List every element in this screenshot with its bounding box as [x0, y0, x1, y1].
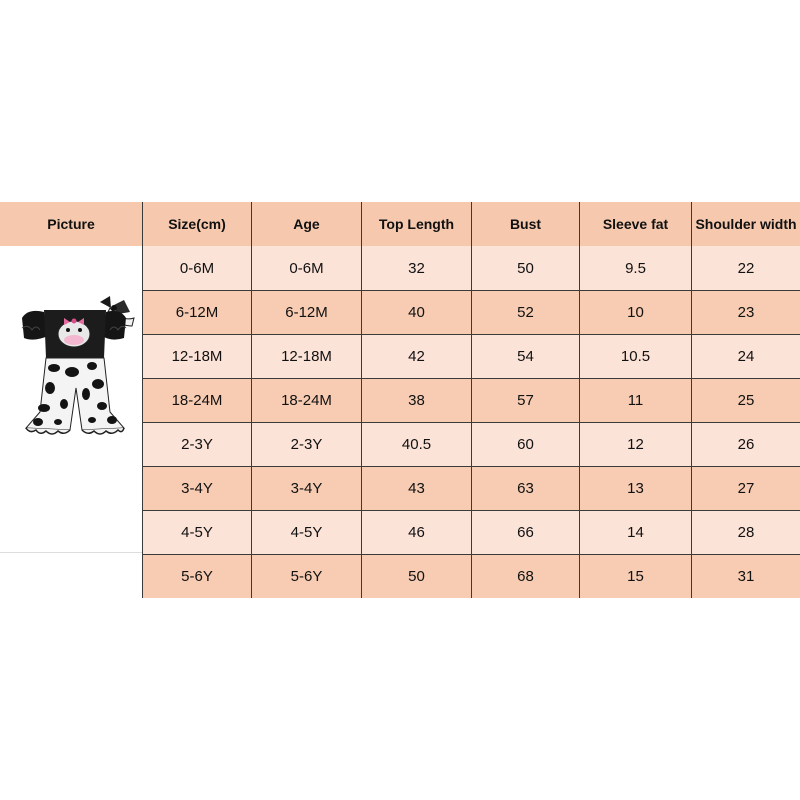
cell-size: 12-18M [143, 334, 252, 378]
cell-size: 18-24M [143, 378, 252, 422]
cell-age: 5-6Y [252, 554, 362, 598]
cell-sleeve-fat: 11 [580, 378, 692, 422]
cell-top-length: 40.5 [362, 422, 472, 466]
cell-shoulder-width: 28 [692, 510, 800, 554]
table-header-row [0, 202, 800, 246]
cell-bust: 68 [472, 554, 580, 598]
cell-top-length: 50 [362, 554, 472, 598]
cell-size: 4-5Y [143, 510, 252, 554]
cell-size: 2-3Y [143, 422, 252, 466]
row-divider [143, 466, 800, 467]
column-header-age: Age [252, 202, 362, 246]
cell-age: 6-12M [252, 290, 362, 334]
cell-shoulder-width: 23 [692, 290, 800, 334]
cell-bust: 52 [472, 290, 580, 334]
cell-bust: 54 [472, 334, 580, 378]
cell-bust: 50 [472, 246, 580, 290]
column-header-sleeve-fat: Sleeve fat [580, 202, 692, 246]
cell-sleeve-fat: 14 [580, 510, 692, 554]
cell-bust: 60 [472, 422, 580, 466]
column-header-bust: Bust [472, 202, 580, 246]
cell-top-length: 32 [362, 246, 472, 290]
column-header-size: Size(cm) [143, 202, 252, 246]
cell-shoulder-width: 22 [692, 246, 800, 290]
picture-cell [0, 246, 143, 598]
column-header-top-length: Top Length [362, 202, 472, 246]
cell-top-length: 43 [362, 466, 472, 510]
size-chart-table [0, 202, 800, 598]
cell-top-length: 40 [362, 290, 472, 334]
row-divider [143, 290, 800, 291]
cell-top-length: 38 [362, 378, 472, 422]
cell-shoulder-width: 25 [692, 378, 800, 422]
cell-shoulder-width: 27 [692, 466, 800, 510]
cell-sleeve-fat: 10.5 [580, 334, 692, 378]
column-header-picture: Picture [0, 202, 143, 246]
cell-bust: 57 [472, 378, 580, 422]
cell-shoulder-width: 24 [692, 334, 800, 378]
row-divider [143, 510, 800, 511]
cell-age: 3-4Y [252, 466, 362, 510]
cell-age: 2-3Y [252, 422, 362, 466]
cell-size: 6-12M [143, 290, 252, 334]
cell-sleeve-fat: 10 [580, 290, 692, 334]
cell-sleeve-fat: 15 [580, 554, 692, 598]
cell-sleeve-fat: 13 [580, 466, 692, 510]
cell-age: 18-24M [252, 378, 362, 422]
cow-print-romper-with-headband-icon [14, 292, 136, 442]
cell-sleeve-fat: 12 [580, 422, 692, 466]
cell-size: 5-6Y [143, 554, 252, 598]
cell-shoulder-width: 26 [692, 422, 800, 466]
cell-size: 3-4Y [143, 466, 252, 510]
column-header-shoulder-width: Shoulder width [695, 216, 797, 232]
cell-sleeve-fat: 9.5 [580, 246, 692, 290]
row-divider [143, 422, 800, 423]
cell-age: 0-6M [252, 246, 362, 290]
cell-size: 0-6M [143, 246, 252, 290]
cell-top-length: 46 [362, 510, 472, 554]
row-divider [143, 334, 800, 335]
cell-shoulder-width: 31 [692, 554, 800, 598]
cell-bust: 66 [472, 510, 580, 554]
cell-age: 4-5Y [252, 510, 362, 554]
divider [0, 552, 142, 553]
row-divider [143, 378, 800, 379]
cell-bust: 63 [472, 466, 580, 510]
cell-age: 12-18M [252, 334, 362, 378]
cell-top-length: 42 [362, 334, 472, 378]
row-divider [143, 554, 800, 555]
